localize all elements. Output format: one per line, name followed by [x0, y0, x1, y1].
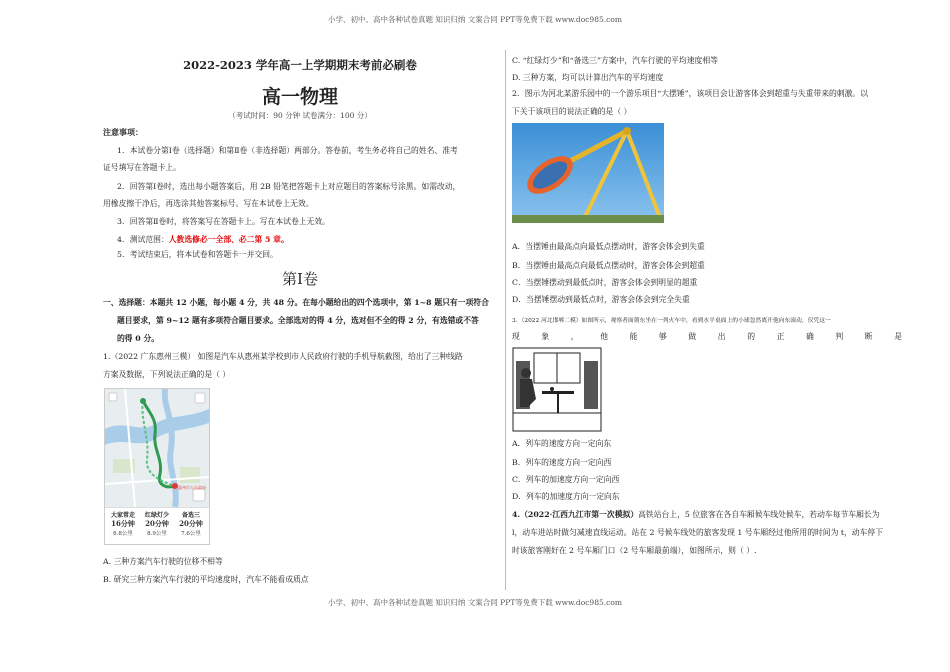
route-1-distance: 6.8公里	[113, 531, 133, 537]
pendulum-ride-graphic	[512, 123, 664, 223]
question-2-stem: 2．图示为河北某游乐园中的一个游乐项目“大摆锤”，该项目会让游客体会到超重与失重带来的刺激。以	[512, 89, 868, 98]
route-options-bar	[105, 507, 209, 545]
notice-2: 2．回答第Ⅰ卷时，选出每小题答案后，用 2B 铅笔把答题卡上对应题目的答案标号涂黑。如需改动，	[117, 182, 461, 191]
question-1-option-b: B. 研究三种方案汽车行驶的平均速度时，汽车不能看成质点	[103, 575, 309, 584]
route-3-name: 备选三	[181, 512, 200, 519]
question-2-stem-cont: 下关于该项目的说法正确的是（ ）	[512, 107, 632, 116]
question-4-stem-end: 时该旅客刚好在 2 号车厢门口（2 号车厢最前端），如图所示，则（ ）.	[512, 546, 757, 555]
route-option-1[interactable]	[107, 510, 139, 537]
pendulum-ride-photo	[512, 123, 664, 223]
question-3-option-a: A．列车的速度方向一定向东	[512, 439, 612, 448]
notice-4	[117, 235, 507, 245]
exam-info: （考试时间：90 分钟 试卷满分：100 分）	[228, 111, 372, 120]
notice-2-cont: 用橡皮擦干净后，再选涂其他答案标号。写在本试卷上无效。	[103, 199, 314, 208]
navigation-map-image	[104, 388, 210, 545]
instructions-line-3: 的得 0 分。	[117, 334, 160, 343]
notice-3: 3．回答第Ⅱ卷时，将答案写在答题卡上。写在本试卷上无效。	[117, 217, 330, 226]
notice-4-prefix: 4．测试范围：	[117, 235, 169, 244]
question-4-source: 4.（2022·江西九江市第一次模拟）	[512, 510, 639, 519]
question-2-option-b: B．当摆锤由最高点向最低点摆动时，游客会体会到超重	[512, 261, 705, 270]
notice-title: 注意事项：	[103, 127, 143, 137]
question-1-option-d: D. 三种方案，均可以计算出汽车的平均速度	[512, 73, 664, 82]
notice-5: 5．考试结束后，将本试卷和答题卡一并交回。	[117, 250, 278, 259]
notice-1-cont: 证号填写在答题卡上。	[103, 163, 181, 172]
train-interior-illustration	[512, 347, 602, 432]
page-footer: 小学、初中、高中各种试卷真题 知识归纳 文案合同 PPT等免费下载 www.doc985.com	[328, 598, 622, 607]
instructions-line-1: 一、选择题：本题共 12 小题，每小题 4 分，共 48 分。在每小题给出的四个选项中，第 1~8 题只有一项符合	[103, 298, 489, 307]
question-3-stem-cont: 现 象 ， 他 能 够 做 出 的 正 确 判 断 是	[512, 332, 902, 341]
question-3-option-b: B．列车的速度方向一定向西	[512, 458, 612, 467]
instructions-line-2: 题目要求，第 9~12 题有多项符合题目要求。全部选对的得 4 分，选对但不全的得 2 分，有选错或不答	[117, 316, 479, 325]
exam-title: 2022-2023 学年高一上学期期末考前必刷卷	[183, 58, 417, 72]
section-title: 第Ⅰ卷	[282, 270, 318, 288]
question-1-stem: 1.（2022 广东惠州三模） 如图是汽车从惠州某学校到市人民政府行驶的手机导航截图，给出了三种线路	[103, 352, 463, 361]
subject-title: 高一物理	[261, 86, 338, 108]
question-3-option-d: D．列车的加速度方向一定向东	[512, 492, 620, 501]
route-1-name: 大家常走	[110, 512, 135, 519]
notice-1: 1．本试卷分第Ⅰ卷（选择题）和第Ⅱ卷（非选择题）两部分。答卷前，考生务必将自己的姓名、准考	[117, 146, 458, 155]
notice-4-scope: 人教选修必一全部、必二第 5 章。	[168, 235, 289, 244]
route-2-name: 红绿灯少	[144, 512, 169, 519]
question-2-option-d: D．当摆锤摆动到最低点时，游客会体会到完全失重	[512, 295, 690, 304]
route-3-distance: 7.6公里	[181, 531, 201, 537]
route-option-3[interactable]	[175, 510, 207, 537]
question-1-option-a: A. 三种方案汽车行驶的位移不相等	[103, 557, 223, 566]
page-header: 小学、初中、高中各种试卷真题 知识归纳 文案合同 PPT等免费下载 www.doc985.com	[328, 15, 622, 24]
route-2-distance: 8.9公里	[147, 531, 167, 537]
question-4-text: 高铁站台上，5 位旅客在各自车厢候车线处候车，若动车每节车厢长为	[638, 510, 880, 519]
route-3-time: 20分钟	[179, 519, 203, 528]
column-divider	[505, 50, 506, 590]
train-interior-graphic	[512, 347, 602, 432]
route-option-2[interactable]	[141, 510, 173, 537]
route-2-time: 20分钟	[145, 519, 169, 528]
question-1-option-c: C. “红绿灯少”和“备选三”方案中，汽车行驶的平均速度相等	[512, 56, 718, 65]
map-destination-label: 惠州市人民政府	[178, 485, 206, 490]
question-3-stem: 3．（2022 河北邯郸二模）如图所示，观察者面朝东坐在一列火车中，看到水平桌面上的小球忽然离开他向东滚动，仅凭这一	[512, 318, 831, 324]
question-4-stem-cont: l，动车进站时做匀减速直线运动。站在 2 号候车线处的旅客发现 1 号车厢经过他所用的时间为 t，动车停下	[512, 528, 883, 537]
route-1-time: 16分钟	[111, 519, 135, 528]
question-2-option-c: C．当摆锤摆动到最低点时，游客会体会到明显的超重	[512, 278, 698, 287]
question-1-stem-cont: 方案及数据，下列说法正确的是（ ）	[103, 370, 231, 379]
question-4-stem	[512, 510, 912, 520]
question-3-option-c: C．列车的加速度方向一定向西	[512, 475, 620, 484]
question-2-option-a: A．当摆锤由最高点向最低点摆动时，游客会体会到失重	[512, 242, 705, 251]
